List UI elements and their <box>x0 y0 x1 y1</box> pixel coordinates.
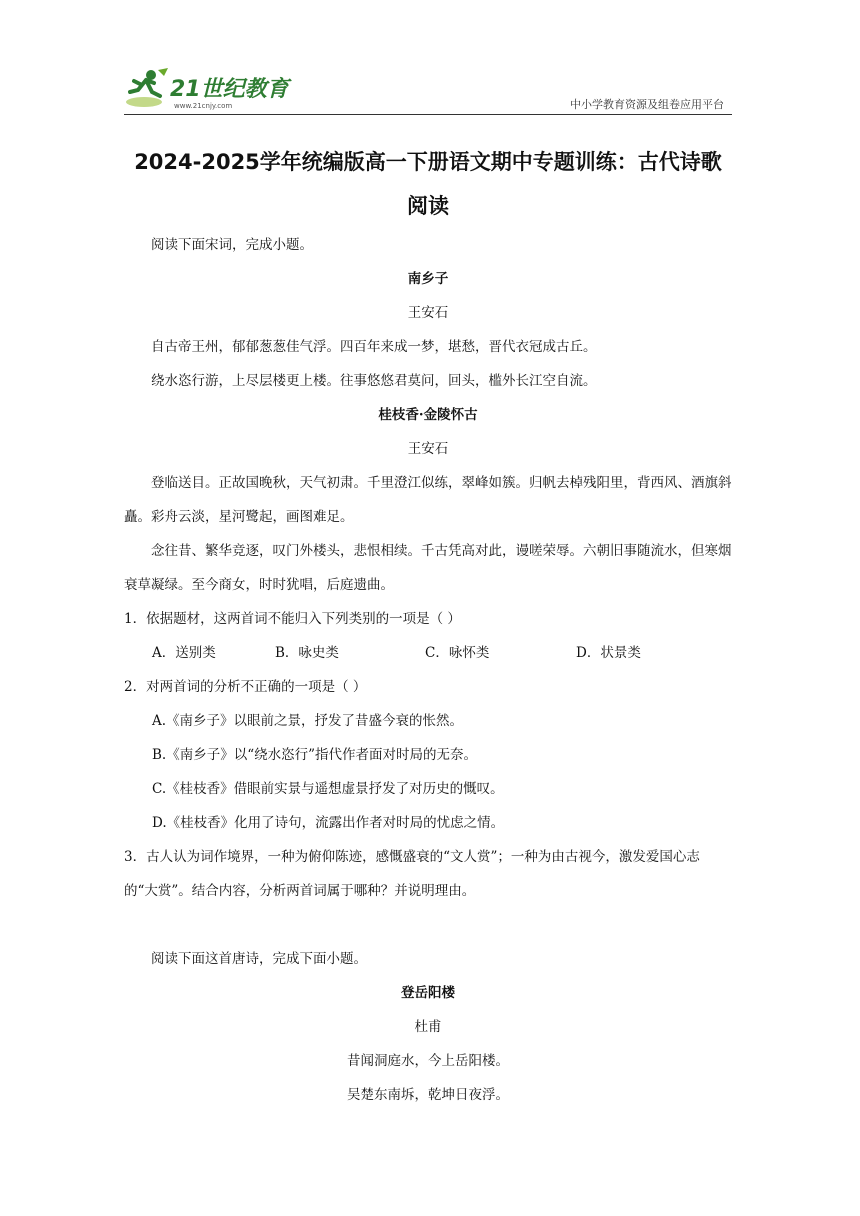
svg-text:www.21cnjy.com: www.21cnjy.com <box>174 102 233 110</box>
page-title: 2024-2025学年统编版高一下册语文期中专题训练：古代诗歌阅读 <box>134 150 722 218</box>
question-2-option-a: A.《南乡子》以眼前之景，抒发了昔盛今衰的怅然。 <box>152 713 464 729</box>
question-2-option-c: C.《桂枝香》借眼前实景与遥想虚景抒发了对历史的慨叹。 <box>152 781 504 797</box>
poem1-title: 南乡子 <box>407 271 449 287</box>
poem3-title: 登岳阳楼 <box>401 985 455 1001</box>
question-2-option-d: D.《桂枝香》化用了诗句，流露出作者对时局的忧虑之情。 <box>152 815 505 831</box>
poem2-title: 桂枝香·金陵怀古 <box>378 407 478 423</box>
choice-d: D．状景类 <box>576 645 641 661</box>
svg-text:21世纪教育: 21世纪教育 <box>170 77 289 102</box>
document-body <box>124 228 732 1112</box>
poem1-line: 自古帝王州，郁郁葱葱佳气浮。四百年来成一梦，堪愁，晋代衣冠成古丘。 <box>151 339 597 355</box>
page-header <box>0 0 860 120</box>
section2-intro: 阅读下面这首唐诗，完成下面小题。 <box>151 951 367 967</box>
header-divider <box>124 114 732 115</box>
question-1-choices <box>124 636 732 670</box>
question-2-stem: 2．对两首词的分析不正确的一项是（ ） <box>124 679 367 695</box>
poem2-paragraph: 念往昔、繁华竞逐，叹门外楼头，悲恨相续。千古凭高对此，谩嗟荣辱。六朝旧事随流水，但寒烟衰草凝绿。至今商女，时时犹唱，后庭遗曲。 <box>124 543 732 593</box>
question-2-option-b: B.《南乡子》以“绕水恣行”指代作者面对时局的无奈。 <box>152 747 478 763</box>
runner-icon <box>130 80 160 96</box>
poem3-line: 昔闻洞庭水，今上岳阳楼。 <box>347 1053 509 1069</box>
choice-b: B．咏史类 <box>275 645 339 661</box>
choice-c: C．咏怀类 <box>425 645 490 661</box>
poem2-author: 王安石 <box>407 441 449 457</box>
logo <box>124 66 294 112</box>
poem1-author: 王安石 <box>407 305 449 321</box>
poem1-line: 绕水恣行游，上尽层楼更上楼。往事悠悠君莫问，回头，槛外长江空自流。 <box>151 373 597 389</box>
section1-intro: 阅读下面宋词，完成小题。 <box>151 237 313 253</box>
question-1-stem: 1．依据题材，这两首词不能归入下列类别的一项是（ ） <box>124 611 461 627</box>
choice-a: A．送别类 <box>152 645 216 661</box>
poem3-line: 吴楚东南坼，乾坤日夜浮。 <box>347 1087 509 1103</box>
question-3-stem: 3．古人认为词作境界，一种为俯仰陈迹，感慨盛衰的“文人赏”；一种为由古视今，激发爱国心志的“大赏”。结合内容，分析两首词属于哪种？并说明理由。 <box>124 849 700 899</box>
poem3-author: 杜甫 <box>414 1019 442 1035</box>
poem2-paragraph: 登临送目。正故国晚秋，天气初肃。千里澄江似练，翠峰如簇。归帆去棹残阳里，背西风、酒旗斜矗。彩舟云淡，星河鹭起，画图难足。 <box>124 475 732 525</box>
platform-label: 中小学教育资源及组卷应用平台 <box>570 98 724 111</box>
answer-space <box>124 908 732 942</box>
